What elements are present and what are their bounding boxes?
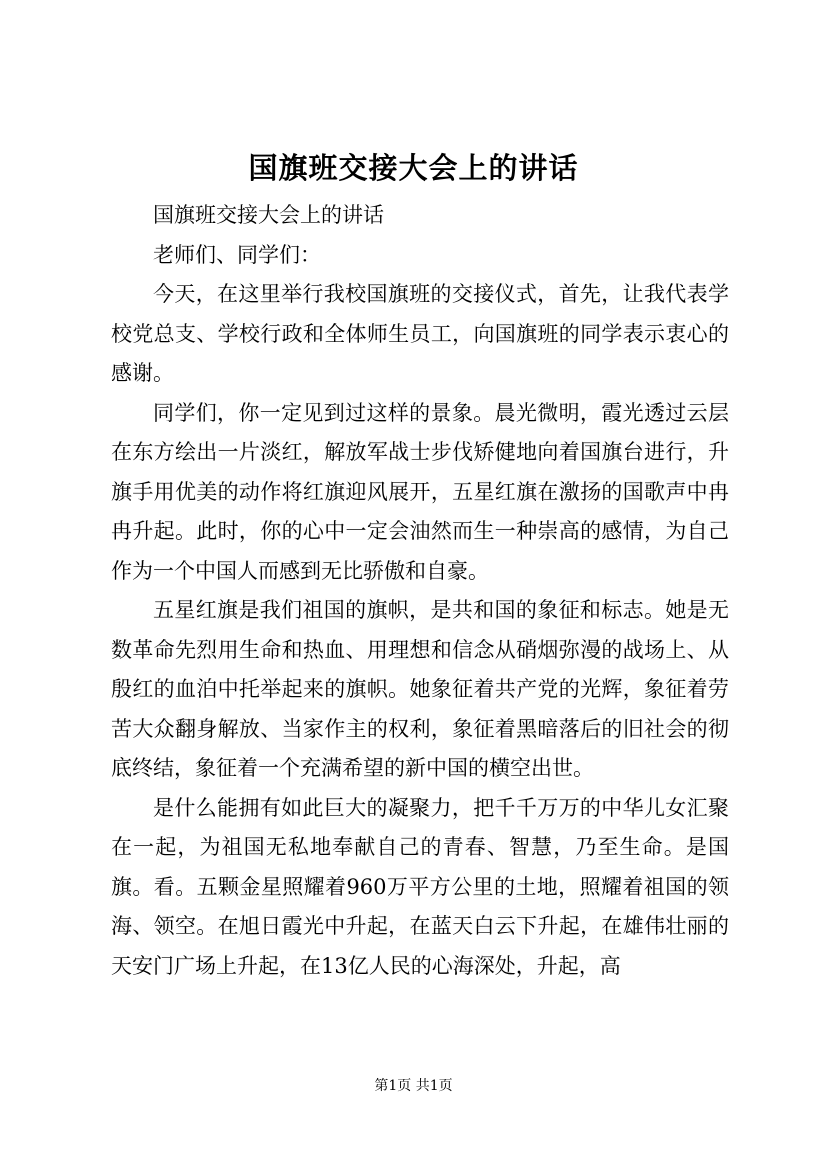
document-title: 国旗班交接大会上的讲话 bbox=[248, 151, 579, 185]
page-footer: 第1页 共1页 bbox=[374, 1078, 453, 1094]
document-body bbox=[111, 196, 729, 986]
paragraph-3: 五星红旗是我们祖国的旗帜，是共和国的象征和标志。她是无数革命先烈用生命和热血、用理想和信念从硝烟弥漫的战场上、从殷红的血泊中托举起来的旗帜。她象征着共产党的光辉，象征着劳苦大众翻身解放、当家作主的权利，象征着黑暗落后的旧社会的彻底终结，象征着一个充满希望的新中国的横空出世。 bbox=[111, 598, 729, 780]
paragraph-subtitle: 国旗班交接大会上的讲话 bbox=[153, 203, 384, 227]
paragraph-1: 今天，在这里举行我校国旗班的交接仪式，首先，让我代表学校党总支、学校行政和全体师生员工，向国旗班的同学表示衷心的感谢。 bbox=[111, 282, 729, 385]
paragraph-salutation: 老师们、同学们： bbox=[153, 242, 321, 267]
paragraph-4: 是什么能拥有如此巨大的凝聚力，把千千万万的中华儿女汇聚在一起，为祖国无私地奉献自己的青春、智慧，乃至生命。是国旗。看。五颗金星照耀着960万平方公里的土地，照耀着祖国的领海、领空。在旭日霞光中升起，在蓝天白云下升起，在雄伟壮丽的天安门广场上升起，在13亿人民的心海深处，升起，高 bbox=[111, 795, 729, 978]
paragraph-2: 同学们，你一定见到过这样的景象。晨光微明，霞光透过云层在东方绘出一片淡红，解放军战士步伐矫健地向着国旗台进行，升旗手用优美的动作将红旗迎风展开，五星红旗在激扬的国歌声中冉冉升起。此时，你的心中一定会油然而生一种崇高的感情，为自己作为一个中国人而感到无比骄傲和自豪。 bbox=[111, 400, 729, 583]
